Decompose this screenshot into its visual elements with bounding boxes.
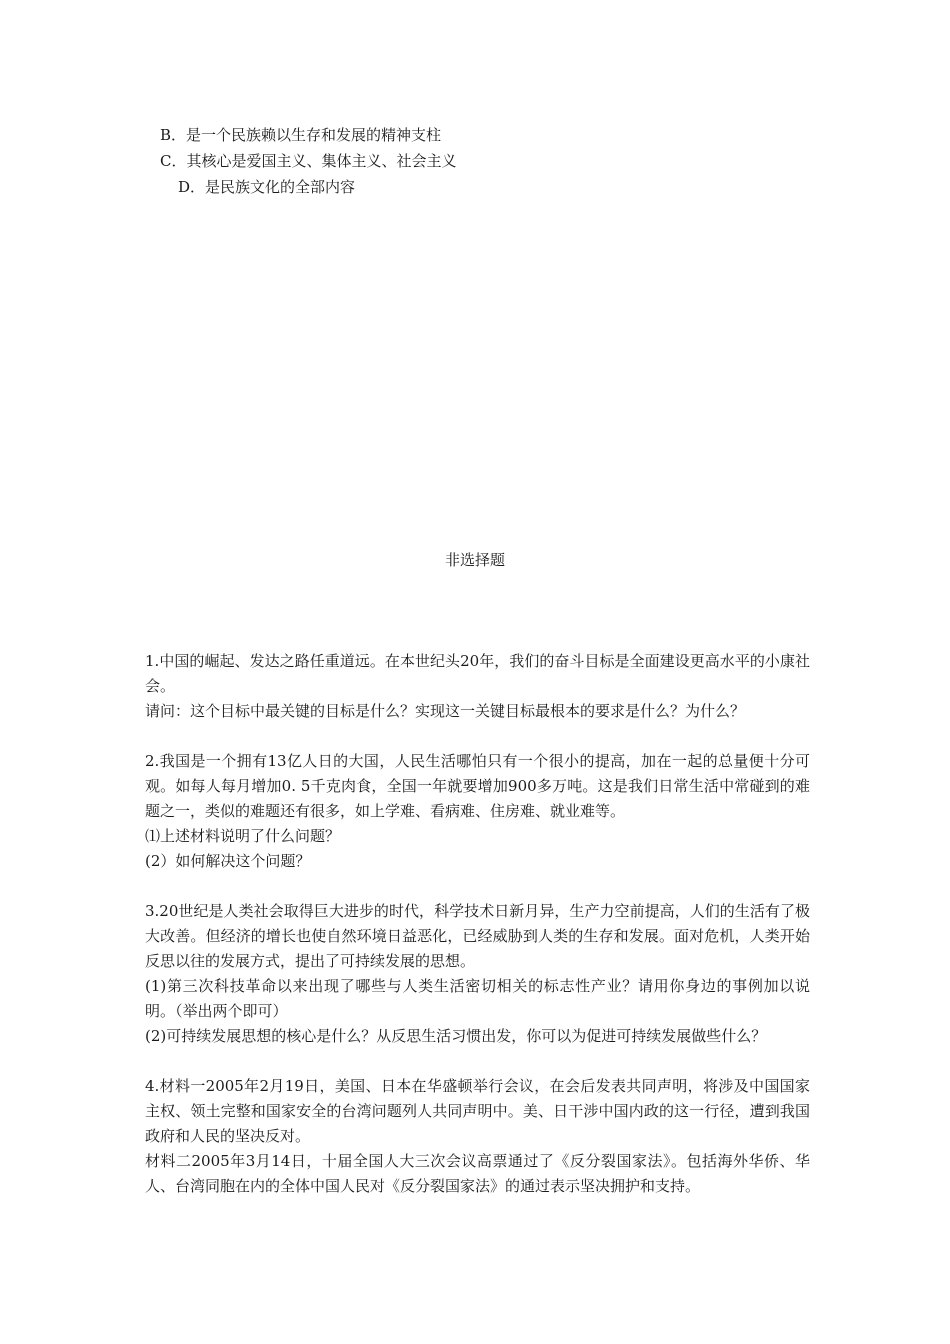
question-2-sub-2: (2）如何解决这个问题？ [145,852,311,870]
option-c: C．其核心是爱国主义、集体主义、社会主义 [160,152,457,170]
question-2-material: 2.我国是一个拥有13亿人日的大国，人民生活哪怕只有一个很小的提高，加在一起的总量便十分可观。如每人每月增加0. 5千克肉食，全国一年就要增加900多万吨。这是我们日常生活中常碰到的难题之一，类似的难题还有很多，如上学难、看病难、住房难、就业难等。 [145,752,810,820]
option-b: B．是一个民族赖以生存和发展的精神支柱 [160,126,442,144]
question-3-sub-2: (2)可持续发展思想的核心是什么？从反思生活习惯出发，你可以为促进可持续发展做些什么？ [145,1027,767,1045]
question-4-material-2: 材料二2005年3月14日，十届全国人大三次会议高票通过了《反分裂国家法》。包括海外华侨、华人、台湾同胞在内的全体中国人民对《反分裂国家法》的通过表示坚决拥护和支持。 [145,1152,810,1195]
question-list [145,649,810,1224]
question-1-ask: 请问：这个目标中最关键的目标是什么？实现这一关键目标最根本的要求是什么？为什么？ [145,702,746,720]
question-1-stem: 1.中国的崛起、发达之路任重道远。在本世纪头20年，我们的奋斗目标是全面建设更高水平的小康社会。 [145,652,810,695]
question-4 [145,1074,810,1199]
question-3-material: 3.20世纪是人类社会取得巨大进步的时代，科学技术日新月异，生产力空前提高，人们的生活有了极大改善。但经济的增长也使自然环境日益恶化，已经威胁到人类的生存和发展。面对危机，人类开始反思以往的发展方式，提出了可持续发展的思想。 [145,902,810,970]
option-d: D．是民族文化的全部内容 [178,178,356,196]
question-3-sub-1: (1)第三次科技革命以来出现了哪些与人类生活密切相关的标志性产业？请用你身边的事例加以说明。（举出两个即可） [145,977,810,1020]
question-4-material-1: 4.材料一2005年2月19日，美国、日本在华盛顿举行会议，在会后发表共同声明，将涉及中国国家主权、领土完整和国家安全的台湾问题列人共同声明中。美、日干涉中国内政的这一行径，遭到我国政府和人民的坚决反对。 [145,1077,810,1145]
question-3 [145,899,810,1049]
question-1 [145,649,810,724]
section-title: 非选择题 [444,551,505,569]
question-2-sub-1: ⑴上述材料说明了什么问题？ [145,827,341,845]
question-2 [145,749,810,874]
